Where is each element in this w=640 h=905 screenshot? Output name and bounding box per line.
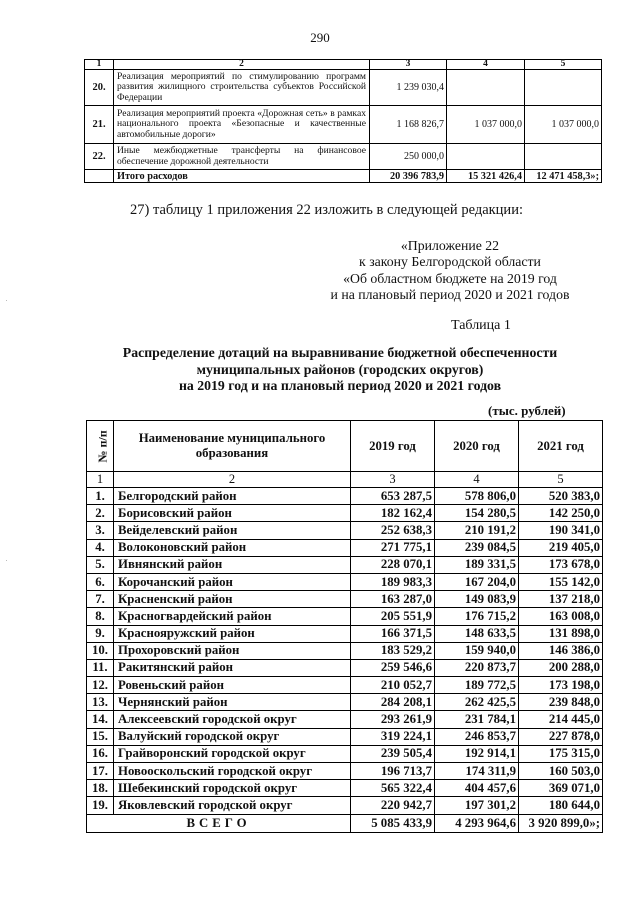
row-name: Иные межбюджетные трансферты на финансовое обеспечение дорожной деятельности <box>114 144 370 170</box>
value-2019: 228 070,1 <box>351 556 435 573</box>
value-2021: 369 071,0 <box>519 780 603 797</box>
table-header-row <box>87 421 603 472</box>
total-row <box>85 170 602 183</box>
header-2021: 2021 год <box>519 421 603 472</box>
table-row <box>87 780 603 797</box>
municipality-name: Ракитянский район <box>114 659 351 676</box>
table-row <box>87 797 603 814</box>
total-2020: 4 293 964,6 <box>435 814 519 832</box>
appendix-heading <box>300 238 600 304</box>
municipality-name: Ровеньский район <box>114 677 351 694</box>
row-number: 20. <box>85 70 114 106</box>
value-2019: 271 775,1 <box>351 539 435 556</box>
value-2019: 653 287,5 <box>351 488 435 505</box>
value-2021: 173 678,0 <box>519 556 603 573</box>
column-number-row <box>87 472 603 488</box>
municipality-name: Белгородский район <box>114 488 351 505</box>
value-2020: 159 940,0 <box>435 642 519 659</box>
row-number: 19. <box>87 797 114 814</box>
value-2021: 175 315,0 <box>519 745 603 762</box>
value-2021: 1 037 000,0 <box>525 106 602 144</box>
value-2019: 220 942,7 <box>351 797 435 814</box>
value-2019: 166 371,5 <box>351 625 435 642</box>
table-row <box>87 591 603 608</box>
row-number: 1. <box>87 488 114 505</box>
document-title <box>110 345 570 395</box>
value-2021: 155 142,0 <box>519 573 603 590</box>
appendix-line: и на плановый период 2020 и 2021 годов <box>330 287 570 303</box>
value-2020: 210 191,2 <box>435 522 519 539</box>
value-2020: 148 633,5 <box>435 625 519 642</box>
municipality-name: Корочанский район <box>114 573 351 590</box>
municipality-name: Красненский район <box>114 591 351 608</box>
value-2020: 189 331,5 <box>435 556 519 573</box>
municipality-name: Грайворонский городской округ <box>114 745 351 762</box>
header-2019: 2019 год <box>351 421 435 472</box>
value-2021: 163 008,0 <box>519 608 603 625</box>
row-number: 12. <box>87 677 114 694</box>
row-number: 13. <box>87 694 114 711</box>
row-number: 10. <box>87 642 114 659</box>
table-row <box>87 677 603 694</box>
value-2019: 319 224,1 <box>351 728 435 745</box>
table-row <box>87 642 603 659</box>
column-number: 3 <box>351 472 435 488</box>
row-number: 8. <box>87 608 114 625</box>
municipality-name: Алексеевский городской округ <box>114 711 351 728</box>
total-label: ВСЕГО <box>87 814 351 832</box>
row-number: 3. <box>87 522 114 539</box>
header-number: № п/п <box>87 421 114 472</box>
row-number: 7. <box>87 591 114 608</box>
title-line: Распределение дотаций на выравнивание бюджетной обеспеченности <box>122 345 558 360</box>
empty-cell <box>85 170 114 183</box>
value-2021: 146 386,0 <box>519 642 603 659</box>
value-2021 <box>525 70 602 106</box>
value-2019: 205 551,9 <box>351 608 435 625</box>
value-2019: 252 638,3 <box>351 522 435 539</box>
value-2019: 183 529,2 <box>351 642 435 659</box>
table-row <box>87 505 603 522</box>
value-2019: 565 322,4 <box>351 780 435 797</box>
value-2020 <box>447 144 525 170</box>
table-row <box>87 522 603 539</box>
column-number: 3 <box>370 60 447 70</box>
value-2019: 163 287,0 <box>351 591 435 608</box>
value-2021: 227 878,0 <box>519 728 603 745</box>
value-2021 <box>525 144 602 170</box>
table-row <box>87 573 603 590</box>
value-2020: 189 772,5 <box>435 677 519 694</box>
column-number: 5 <box>519 472 603 488</box>
municipality-name: Новооскольский городской округ <box>114 763 351 780</box>
column-number: 4 <box>447 60 525 70</box>
table-row <box>87 488 603 505</box>
appendix-line: к закону Белгородской области <box>359 254 541 270</box>
municipality-name: Вейделевский район <box>114 522 351 539</box>
column-number: 5 <box>525 60 602 70</box>
municipality-name: Краснояружский район <box>114 625 351 642</box>
municipality-name: Валуйский городской округ <box>114 728 351 745</box>
column-number: 2 <box>114 472 351 488</box>
table-row <box>87 763 603 780</box>
table-row <box>87 694 603 711</box>
value-2020: 231 784,1 <box>435 711 519 728</box>
total-2019: 5 085 433,9 <box>351 814 435 832</box>
value-2021: 219 405,0 <box>519 539 603 556</box>
budget-expenses-table <box>84 59 602 183</box>
title-line: на 2019 год и на плановый период 2020 и 2021 годов <box>178 378 502 394</box>
total-2019: 20 396 783,9 <box>370 170 447 183</box>
value-2021: 200 288,0 <box>519 659 603 676</box>
municipality-name: Борисовский район <box>114 505 351 522</box>
table-row <box>87 728 603 745</box>
municipality-name: Ивнянский район <box>114 556 351 573</box>
value-2021: 173 198,0 <box>519 677 603 694</box>
value-2020: 167 204,0 <box>435 573 519 590</box>
subsidy-distribution-table <box>86 420 603 833</box>
value-2019: 210 052,7 <box>351 677 435 694</box>
row-number: 6. <box>87 573 114 590</box>
value-2021: 180 644,0 <box>519 797 603 814</box>
table-header-row <box>85 60 602 70</box>
appendix-line: «Приложение 22 <box>400 238 500 253</box>
total-2021: 3 920 899,0»; <box>519 814 603 832</box>
table-row <box>87 539 603 556</box>
value-2020: 578 806,0 <box>435 488 519 505</box>
title-line: муниципальных районов (городских округов) <box>196 361 484 377</box>
table-row <box>87 608 603 625</box>
municipality-name: Прохоровский район <box>114 642 351 659</box>
municipality-name: Чернянский район <box>114 694 351 711</box>
value-2020: 1 037 000,0 <box>447 106 525 144</box>
value-2019: 239 505,4 <box>351 745 435 762</box>
municipality-name: Волоконовский район <box>114 539 351 556</box>
units-label: (тыс. рублей) <box>488 403 566 418</box>
table-row <box>87 659 603 676</box>
value-2021: 160 503,0 <box>519 763 603 780</box>
value-2019: 1 239 030,4 <box>370 70 447 106</box>
row-number: 4. <box>87 539 114 556</box>
row-number: 22. <box>85 144 114 170</box>
scan-artifact <box>6 560 7 561</box>
table-row <box>85 144 602 170</box>
value-2021: 239 848,0 <box>519 694 603 711</box>
value-2020 <box>447 70 525 106</box>
value-2020: 262 425,5 <box>435 694 519 711</box>
row-number: 16. <box>87 745 114 762</box>
total-label: Итого расходов <box>114 170 370 183</box>
column-number: 1 <box>87 472 114 488</box>
value-2021: 214 445,0 <box>519 711 603 728</box>
total-row <box>87 814 603 832</box>
row-number: 17. <box>87 763 114 780</box>
municipality-name: Красногвардейский район <box>114 608 351 625</box>
value-2019: 1 168 826,7 <box>370 106 447 144</box>
total-2021: 12 471 458,3»; <box>525 170 602 183</box>
column-number: 1 <box>85 60 114 70</box>
appendix-line: «Об областном бюджете на 2019 год <box>343 270 557 286</box>
value-2019: 182 162,4 <box>351 505 435 522</box>
page-number: 290 <box>310 30 330 45</box>
column-number: 2 <box>114 60 370 70</box>
value-2020: 154 280,5 <box>435 505 519 522</box>
value-2021: 190 341,0 <box>519 522 603 539</box>
row-number: 11. <box>87 659 114 676</box>
value-2020: 174 311,9 <box>435 763 519 780</box>
scan-artifact <box>6 300 7 301</box>
value-2019: 196 713,7 <box>351 763 435 780</box>
municipality-name: Шебекинский городской округ <box>114 780 351 797</box>
value-2020: 176 715,2 <box>435 608 519 625</box>
header-name: Наименование муниципального образования <box>114 421 351 472</box>
amendment-item-27: 27) таблицу 1 приложения 22 изложить в следующей редакции: <box>130 202 523 218</box>
value-2019: 259 546,6 <box>351 659 435 676</box>
table-row <box>87 711 603 728</box>
row-number: 21. <box>85 106 114 144</box>
total-2020: 15 321 426,4 <box>447 170 525 183</box>
value-2020: 404 457,6 <box>435 780 519 797</box>
municipality-name: Яковлевский городской округ <box>114 797 351 814</box>
value-2019: 293 261,9 <box>351 711 435 728</box>
table-row <box>87 745 603 762</box>
row-number: 5. <box>87 556 114 573</box>
table-row <box>85 106 602 144</box>
value-2020: 149 083,9 <box>435 591 519 608</box>
header-2020: 2020 год <box>435 421 519 472</box>
value-2020: 220 873,7 <box>435 659 519 676</box>
value-2021: 137 218,0 <box>519 591 603 608</box>
row-number: 9. <box>87 625 114 642</box>
value-2020: 239 084,5 <box>435 539 519 556</box>
row-number: 18. <box>87 780 114 797</box>
value-2019: 189 983,3 <box>351 573 435 590</box>
row-name: Реализация мероприятий проекта «Дорожная сеть» в рамках национального проекта «Безопасные и качественные автомобильные дороги» <box>114 106 370 144</box>
table-row <box>87 556 603 573</box>
row-number: 14. <box>87 711 114 728</box>
value-2021: 520 383,0 <box>519 488 603 505</box>
table-label: Таблица 1 <box>451 318 511 333</box>
row-number: 2. <box>87 505 114 522</box>
value-2020: 192 914,1 <box>435 745 519 762</box>
column-number: 4 <box>435 472 519 488</box>
value-2021: 142 250,0 <box>519 505 603 522</box>
row-name: Реализация мероприятий по стимулированию программ развития жилищного строительства субъектов Российской Федерации <box>114 70 370 106</box>
row-number: 15. <box>87 728 114 745</box>
value-2021: 131 898,0 <box>519 625 603 642</box>
value-2020: 197 301,2 <box>435 797 519 814</box>
table-row <box>85 70 602 106</box>
table-row <box>87 625 603 642</box>
value-2019: 250 000,0 <box>370 144 447 170</box>
value-2019: 284 208,1 <box>351 694 435 711</box>
value-2020: 246 853,7 <box>435 728 519 745</box>
